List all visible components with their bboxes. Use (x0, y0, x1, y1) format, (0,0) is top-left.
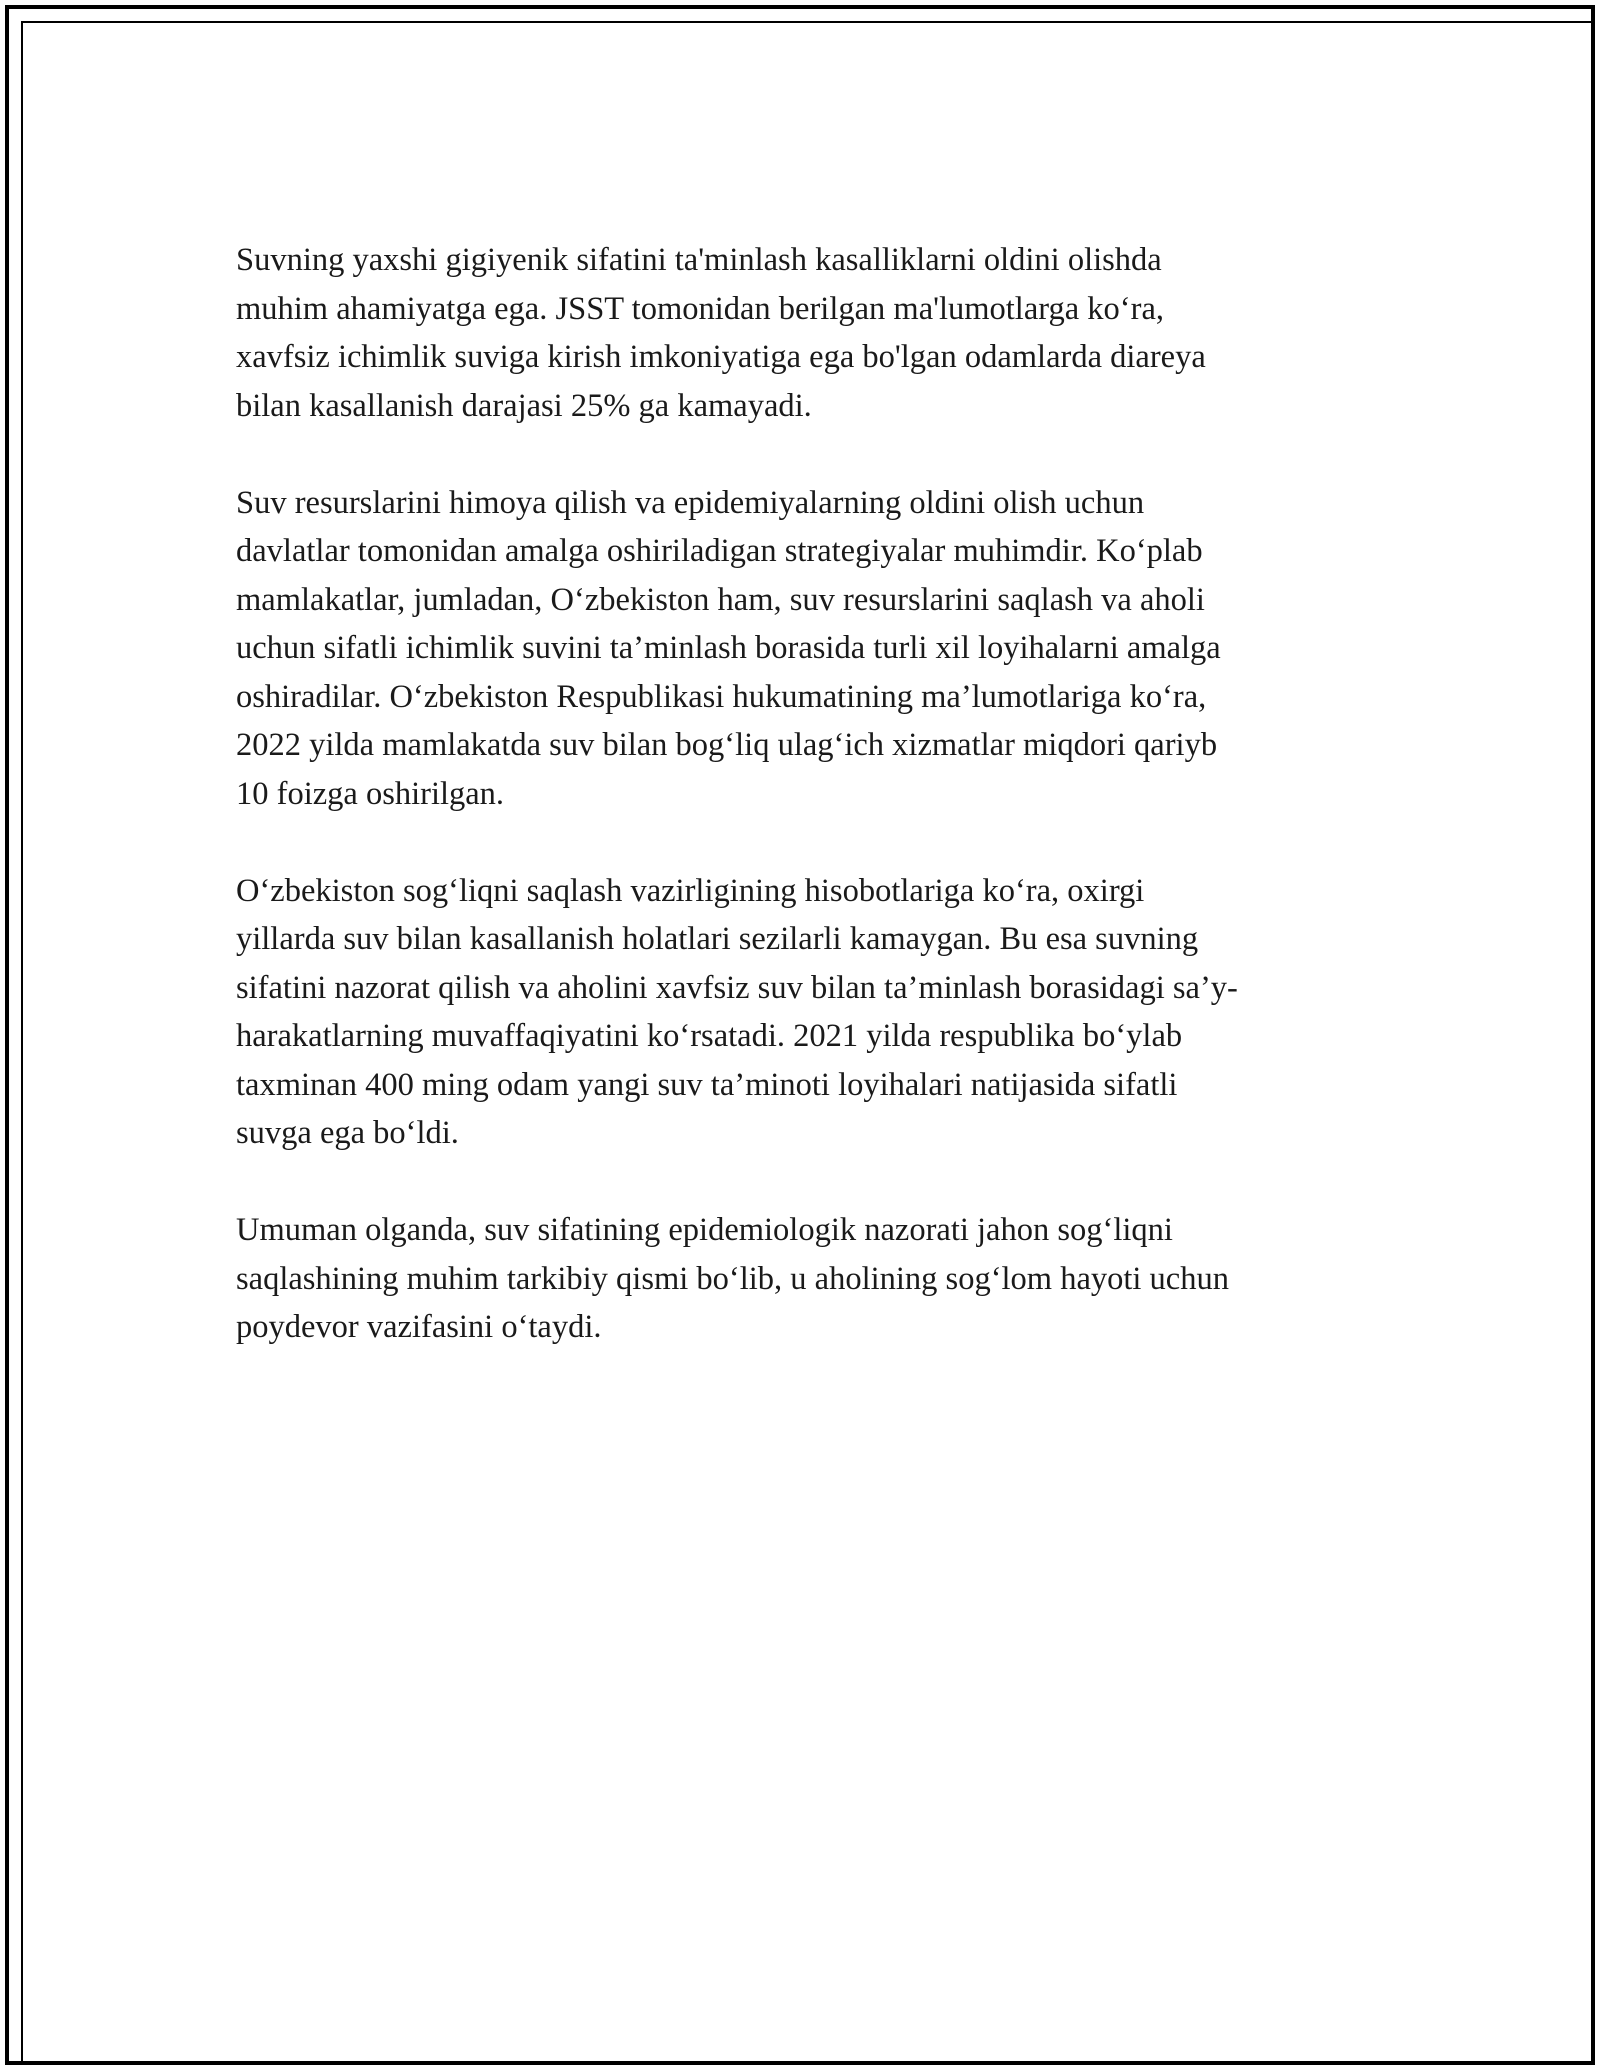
paragraph-2 (236, 479, 1416, 819)
text-line: Umuman olganda, suv sifatining epidemiologik nazorati jahon sog‘liqni (236, 1212, 1173, 1248)
text-line: muhim ahamiyatga ega. JSST tomonidan berilgan ma'lumotlarga ko‘ra, (236, 290, 1164, 327)
text-line: O‘zbekiston sog‘liqni saqlash vazirligining hisobotlariga ko‘ra, oxirgi (236, 872, 1145, 909)
text-line: yillarda suv bilan kasallanish holatlari sezilarli kamaygan. Bu esa suvning (236, 921, 1199, 957)
text-line: bilan kasallanish darajasi 25% ga kamayadi. (236, 387, 812, 424)
paragraph-1 (236, 236, 1416, 430)
text-line: 2022 yilda mamlakatda suv bilan bog‘liq ulag‘ich xizmatlar miqdori qariyb (236, 727, 1218, 763)
paragraph-4 (236, 1206, 1416, 1352)
text-line: Suvning yaxshi gigiyenik sifatini ta'minlash kasalliklarni oldini olishda (236, 242, 1162, 278)
text-line: xavfsiz ichimlik suviga kirish imkoniyatiga ega bo'lgan odamlarda diareya (236, 339, 1206, 375)
document-body (236, 236, 1416, 1352)
text-line: sifatini nazorat qilish va aholini xavfsiz suv bilan ta’minlash borasidagi sa’y- (236, 969, 1238, 1006)
text-line: 10 foizga oshirilgan. (236, 775, 505, 812)
text-line: uchun sifatli ichimlik suvini ta’minlash borasida turli xil loyihalarni amalga (236, 630, 1221, 666)
paragraph-3 (236, 867, 1416, 1158)
text-line: oshiradilar. O‘zbekiston Respublikasi hukumatining ma’lumotlariga ko‘ra, (236, 678, 1207, 715)
text-line: suvga ega bo‘ldi. (236, 1115, 459, 1151)
text-line: poydevor vazifasini o‘taydi. (236, 1309, 602, 1345)
text-line: taxminan 400 ming odam yangi suv ta’minoti loyihalari natijasida sifatli (236, 1066, 1178, 1103)
text-line: davlatlar tomonidan amalga oshiriladigan strategiyalar muhimdir. Ko‘plab (236, 533, 1203, 569)
text-line: harakatlarning muvaffaqiyatini ko‘rsatadi. 2021 yilda respublika bo‘ylab (236, 1018, 1183, 1054)
text-line: Suv resurslarini himoya qilish va epidemiyalarning oldini olish uchun (236, 484, 1145, 521)
text-line: mamlakatlar, jumladan, O‘zbekiston ham, suv resurslarini saqlash va aholi (236, 581, 1205, 618)
text-line: saqlashining muhim tarkibiy qismi bo‘lib, u aholining sog‘lom hayoti uchun (236, 1260, 1229, 1297)
